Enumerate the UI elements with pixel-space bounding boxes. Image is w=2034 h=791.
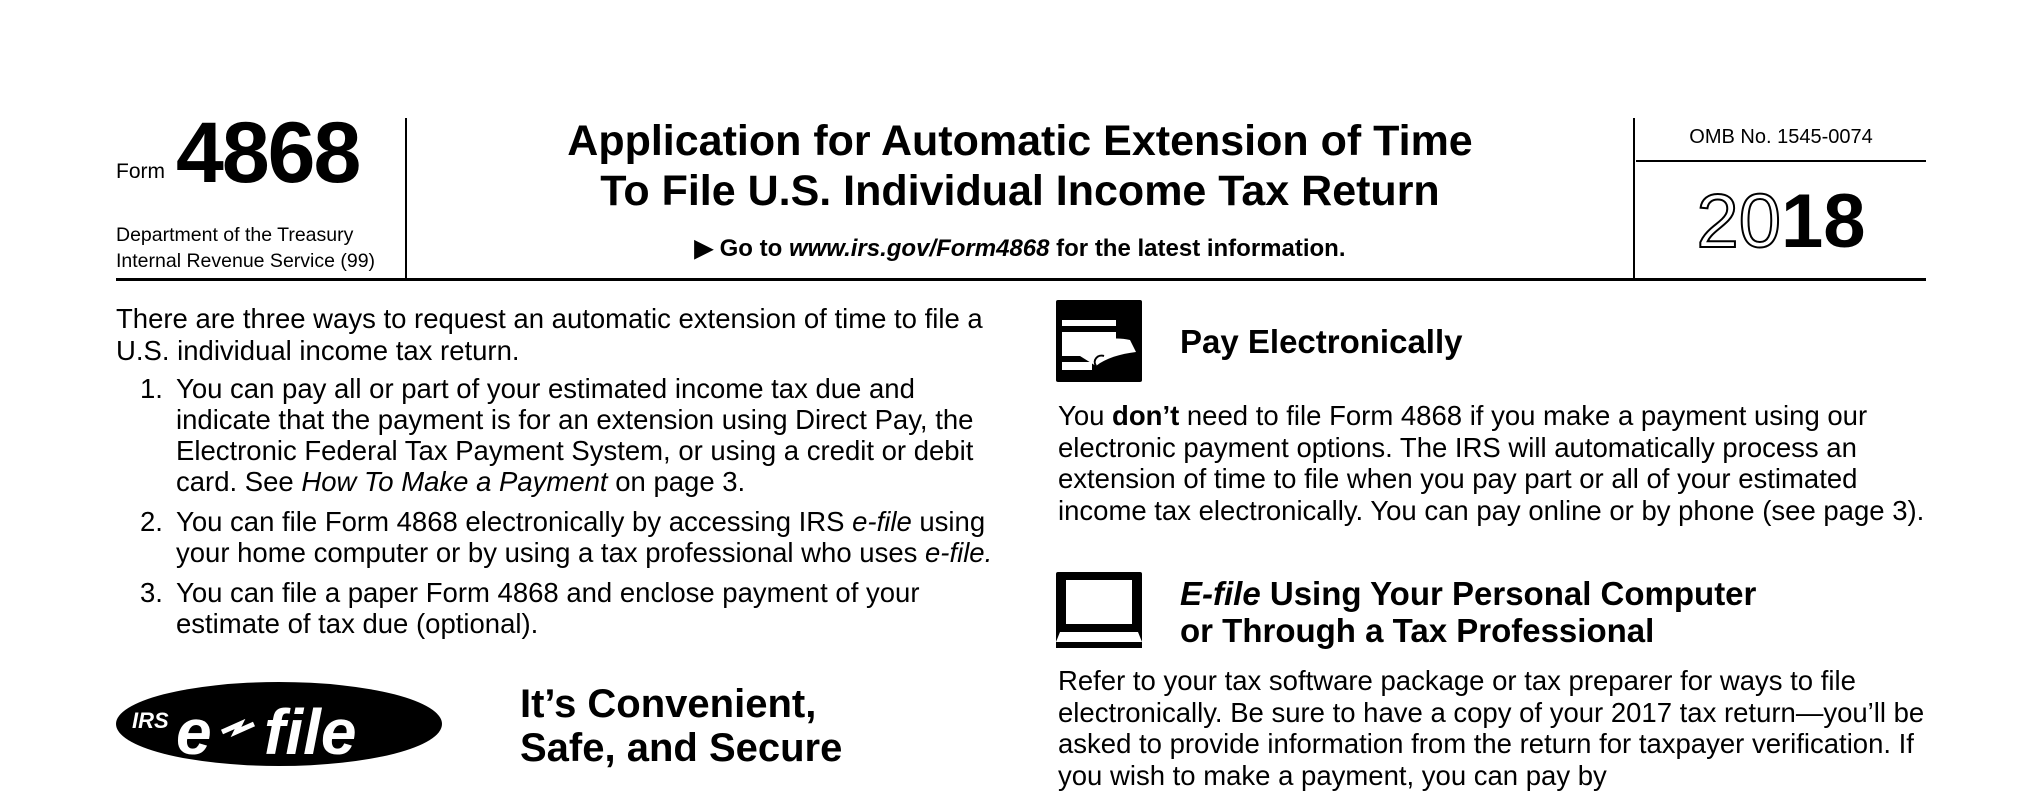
agency-line: Internal Revenue Service (99) xyxy=(116,250,376,272)
svg-text:IRS: IRS xyxy=(132,708,169,733)
efile-term: e-file xyxy=(852,506,912,537)
efile-heading-line2: or Through a Tax Professional xyxy=(1180,612,1655,649)
efile-heading-rest: Using Your Personal Computer xyxy=(1260,575,1757,612)
text-run: You can pay all or part of your estimated income tax due and indicate that the payment is for an extension using Direct Pay, the Electronic Federal Tax Payment System, or using a credit or debit card. See xyxy=(176,373,974,497)
tax-year-bold: 18 xyxy=(1781,179,1866,264)
pay-electronically-paragraph xyxy=(1058,400,1926,526)
text-run: on page 3. xyxy=(607,466,746,497)
omb-number: OMB No. 1545-0074 xyxy=(1689,126,1873,148)
irs-efile-logo xyxy=(114,680,444,768)
convenient-line1: It’s Convenient, xyxy=(520,682,817,726)
list-item xyxy=(140,373,1000,497)
text-run: You can file Form 4868 electronically by accessing IRS xyxy=(176,506,853,537)
list-item-number: 1. xyxy=(140,373,163,404)
ways-list xyxy=(140,373,1000,648)
form-number: 4868 xyxy=(176,105,360,201)
header-rule xyxy=(116,278,1926,281)
text-run: need to file Form 4868 if you make a payment using our electronic payment options. The IRS will automatically process an extension of time to file when you pay part or all of your estimated income tax electronically. You can pay online or by phone (see page 3). xyxy=(1058,400,1925,526)
computer-monitor-icon xyxy=(1056,572,1142,648)
goto-suffix: for the latest information. xyxy=(1056,235,1346,262)
intro-paragraph: There are three ways to request an automatic extension of time to file a U.S. individual income tax return. xyxy=(116,303,983,366)
text-run: using your home computer or by using a tax professional who uses xyxy=(176,506,986,568)
list-item xyxy=(140,577,1000,639)
svg-text:e: e xyxy=(176,696,212,768)
convenient-heading xyxy=(520,682,842,770)
omb-rule xyxy=(1636,160,1926,162)
list-item-text xyxy=(176,506,1000,568)
emphasis-dont: don’t xyxy=(1112,400,1180,431)
list-item-text xyxy=(176,373,1000,497)
svg-text:file: file xyxy=(264,696,357,768)
list-item-number: 2. xyxy=(140,506,163,537)
form-label: Form xyxy=(116,160,165,183)
text-run: You xyxy=(1058,400,1113,431)
pay-electronically-heading: Pay Electronically xyxy=(1180,323,1463,360)
list-item-number: 3. xyxy=(140,577,163,608)
form-url-link[interactable]: www.irs.gov/Form4868 xyxy=(788,235,1050,262)
tax-year-outline: 20 xyxy=(1696,179,1781,264)
goto-instruction xyxy=(440,234,1600,263)
header-divider-right xyxy=(1633,118,1635,280)
goto-prefix: Go to xyxy=(719,235,783,262)
list-item-text: You can file a paper Form 4868 and enclose payment of your estimate of tax due (optional). xyxy=(176,577,920,639)
list-item xyxy=(140,506,1000,568)
efile-computer-paragraph: Refer to your tax software package or tax preparer for ways to file electronically. Be sure to have a copy of your 2017 tax return—you’ll be asked to provide information from the return for taxpayer verification. If you wish to make a payment, you can pay by xyxy=(1058,665,1925,791)
header-divider-left xyxy=(405,118,407,280)
efile-heading-term: E-file xyxy=(1180,575,1261,612)
tax-year xyxy=(1636,179,1926,264)
form-title-line2: To File U.S. Individual Income Tax Return xyxy=(600,167,1440,215)
payment-section-reference: How To Make a Payment xyxy=(301,466,608,497)
form-title-line1: Application for Automatic Extension of Time xyxy=(567,117,1473,165)
department-line: Department of the Treasury xyxy=(116,224,354,246)
efile-term: e-file. xyxy=(925,537,993,568)
arrow-icon: ▶ xyxy=(694,235,713,262)
convenient-line2: Safe, and Secure xyxy=(520,726,843,770)
form-title-block xyxy=(440,116,1600,263)
department-block xyxy=(116,222,416,274)
hand-card-payment-icon xyxy=(1056,300,1142,382)
efile-computer-heading xyxy=(1180,575,1756,649)
